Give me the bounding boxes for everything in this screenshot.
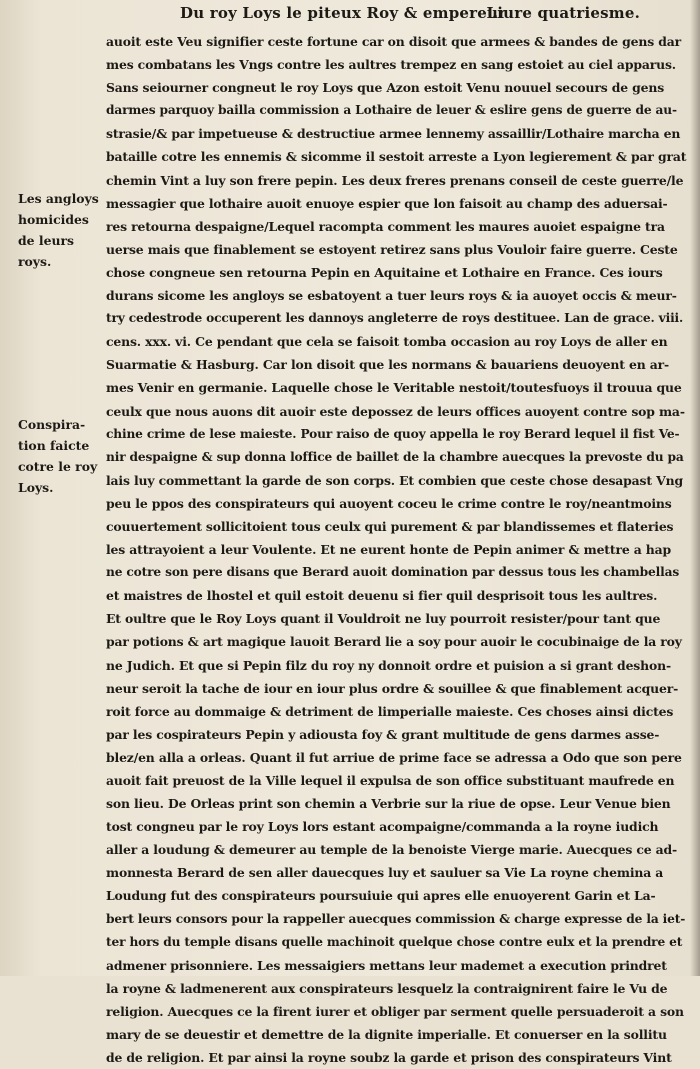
margin-note-line: Loys. [18, 480, 54, 495]
text-line: bert leurs consors pour la rappeller auecques commission & charge expresse de la iet- [106, 911, 686, 926]
margin-note-line: roys. [18, 254, 52, 269]
text-line: ne cotre son pere disans que Berard auoit domination par dessus tous les chambellas [106, 565, 680, 580]
text-line: auoit este Veu signifier ceste fortune car on disoit que armees & bandes de gens dar [106, 34, 682, 49]
running-title: Du roy Loys le piteux Roy & empereur [180, 4, 507, 22]
text-line: neur seroit la tache de iour en iour plus ordre & souillee & que finablement acquer- [106, 680, 679, 696]
margin-note-line: homicides [18, 212, 89, 227]
text-line: try cedestrode occuperent les dannoys angleterre de roys destituee. Lan de grace. viii. [106, 311, 684, 326]
text-line: ne Judich. Et que si Pepin filz du roy ny donnoit ordre et puision a si grant deshon- [106, 657, 671, 673]
margin-note-line: Les angloys [18, 191, 99, 206]
page-edge-shadow [690, 0, 700, 976]
text-line: chose congneue sen retourna Pepin en Aquitaine et Lothaire en France. Ces iours [106, 264, 663, 280]
text-line: strasie/& par impetueuse & destructiue armee lennemy assaillir/Lothaire marcha en [106, 126, 681, 142]
text-line: cens. xxx. vi. Ce pendant que cela se faisoit tomba occasion au roy Loys de aller en [106, 334, 668, 350]
text-line: par les cospirateurs Pepin y adiousta foy & grant multitude de gens darmes asse- [106, 726, 660, 742]
text-line: Loudung fut des conspirateurs poursuiuie qui apres elle enuoyerent Garin et La- [106, 888, 656, 904]
text-line: aller a loudung & demeurer au temple de la benoiste Vierge marie. Auecques ce ad- [106, 842, 678, 858]
text-line: bataille cotre les ennemis & sicomme il sestoit arreste a Lyon legierement & par grat [106, 149, 687, 165]
running-header [180, 4, 640, 26]
text-line: et maistres de lhostel et quil estoit deuenu si fier quil desprisoit tous les aultres. [106, 588, 658, 604]
text-line: nir despaigne & sup donna loffice de baillet de la chambre auecques la prevoste du pa [106, 449, 684, 464]
text-line: chemin Vint a luy son frere pepin. Les deux freres prenans conseil de ceste guerre/le [106, 172, 684, 188]
text-line: les attrayoient a leur Voulente. Et ne eurent honte de Pepin animer & mettre a hap [106, 542, 672, 558]
text-line: couuertement sollicitoient tous ceulx qui purement & par blandissemes et flateries [106, 518, 674, 534]
text-line: monnesta Berard de sen aller dauecques luy et sauluer sa Vie La royne chemina a [106, 865, 664, 881]
margin-note-conspiration [18, 414, 102, 498]
margin-note-line: tion faicte [18, 438, 90, 453]
text-line: mes combatans les Vngs contre les aultres trempez en sang estoiet au ciel apparus. [106, 57, 676, 73]
text-line: darmes parquoy bailla commission a Lothaire de leuer & eslire gens de guerre de au- [106, 103, 677, 118]
margin-note-line: Conspira- [18, 417, 86, 432]
text-line: de de religion. Et par ainsi la royne soubz la garde et prison des conspirateurs Vint [106, 1050, 672, 1066]
text-line: durans sicome les angloys se esbatoyent a tuer leurs roys & ia auoyet occis & meur- [106, 288, 677, 304]
text-line: religion. Auecques ce la firent iurer et obliger par serment quelle persuaderoit a son [106, 1003, 684, 1019]
text-line: Suarmatie & Hasburg. Car lon disoit que les normans & bauariens deuoyent en ar- [106, 357, 670, 373]
text-line: chine crime de lese maieste. Pour raiso de quoy appella le roy Berard lequel il fist Ve- [106, 426, 680, 441]
text-line: auoit fait preuost de la Ville lequel il expulsa de son office substituant maufrede en [106, 773, 675, 788]
text-line: Et oultre que le Roy Loys quant il Vouldroit ne luy pourroit resister/pour tant que [106, 611, 661, 627]
text-line: par potions & art magique lauoit Berard lie a soy pour auoir le cocubinaige de la roy [106, 634, 682, 650]
text-line: mary de se deuestir et demettre de la dignite imperialle. Et conuerser en la sollitu [106, 1027, 667, 1043]
margin-note-line: de leurs [18, 233, 74, 248]
text-line: peu le ppos des conspirateurs qui auoyent coceu le crime contre le roy/neantmoins [106, 495, 672, 511]
body-text-column [106, 30, 686, 1069]
text-line: messagier que lothaire auoit enuoye espier que lon faisoit au champ des aduersai- [106, 195, 668, 211]
text-line: roit force au dommaige & detriment de limperialle maieste. Ces choses ainsi dictes [106, 703, 674, 719]
text-line: Sans seiourner congneut le roy Loys que Azon estoit Venu nouuel secours de gens [106, 80, 665, 96]
margin-note-angloys [18, 188, 102, 272]
book-label: Liure quatriesme. [486, 4, 640, 22]
text-line: ceulx que nous auons dit auoir este depossez de leurs offices auoyent contre sop ma- [106, 403, 685, 419]
margin-note-line: cotre le roy [18, 459, 98, 474]
text-line: tost congneu par le roy Loys lors estant acompaigne/commanda a la royne iudich [106, 819, 659, 835]
text-line: son lieu. De Orleas print son chemin a Verbrie sur la riue de opse. Leur Venue bien [106, 796, 671, 812]
text-line: mes Venir en germanie. Laquelle chose le Veritable nestoit/toutesfuoys il trouua que [106, 380, 682, 396]
text-line: la royne & ladmenerent aux conspirateurs lesquelz la contraignirent faire le Vu de [106, 980, 668, 996]
text-line: admener prisonniere. Les messaigiers mettans leur mademet a execution prindret [106, 957, 667, 973]
text-line: lais luy commettant la garde de son corps. Et combien que ceste chose desapast Vng [106, 472, 683, 488]
text-line: ter hors du temple disans quelle machinoit quelque chose contre eulx et la prendre et [106, 934, 683, 949]
text-line: res retourna despaigne/Lequel racompta comment les maures auoiet espaigne tra [106, 218, 665, 234]
text-line: blez/en alla a orleas. Quant il fut arriue de prime face se adressa a Odo que son pere [106, 749, 682, 765]
text-line: uerse mais que finablement se estoyent retirez sans plus Vouloir faire guerre. Ceste [106, 241, 678, 257]
